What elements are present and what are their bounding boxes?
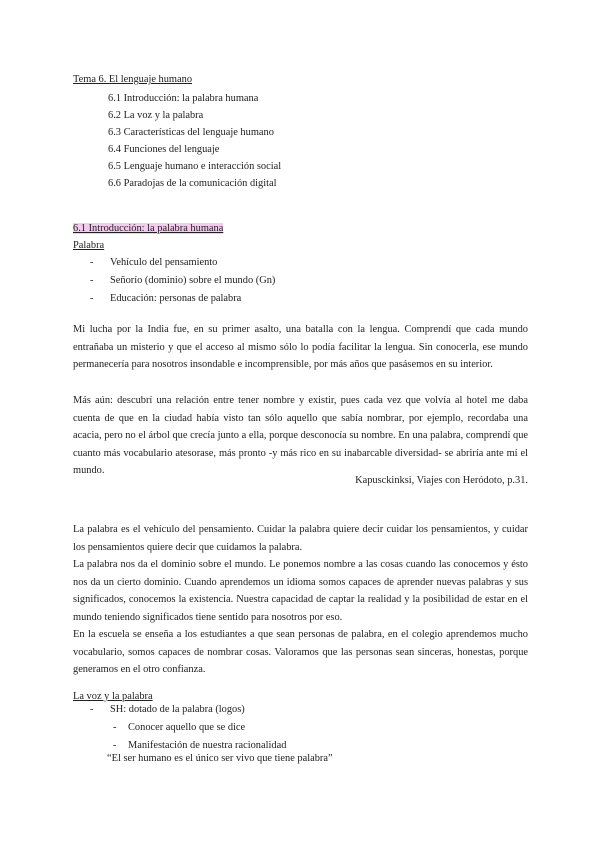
commentary-paragraph-3: En la escuela se enseña a los estudiantes a que sean personas de palabra, en el colegio aprendemos mucho vocabulario, somos capaces de nombrar cosas. Valoramos que las personas sean sinceras, honestas, porque generamos en el otro confianza. (73, 629, 528, 676)
toc-item: 6.5 Lenguaje humano e interacción social (108, 161, 282, 172)
section2-heading: La voz y la palabra (73, 691, 153, 702)
toc-item: 6.1 Introducción: la palabra humana (108, 93, 259, 104)
toc-item: 6.3 Características del lenguaje humano (108, 127, 274, 138)
topic-title: Tema 6. El lenguaje humano (73, 74, 193, 85)
list-item: - Señorío (dominio) sobre el mundo (Gn) (73, 272, 528, 290)
section2-subbullet-list (73, 719, 528, 755)
commentary-paragraph-1: La palabra es el vehículo del pensamiento. Cuidar la palabra quiere decir cuidar los pensamientos, y cuidar los pensamientos quiere decir que cuidamos la palabra. (73, 524, 528, 553)
section1-subheading: Palabra (73, 240, 105, 251)
section2-quote: “El ser humano es el único ser vivo que tiene palabra” (107, 753, 333, 764)
section2-bullet-list (73, 701, 528, 719)
excerpt-citation: Kapusckinksi, Viajes con Heródoto, p.31. (355, 475, 528, 486)
list-item: - Educación: personas de palabra (73, 290, 528, 308)
list-item: - Manifestación de nuestra racionalidad (73, 737, 528, 755)
excerpt-paragraph-1: Mi lucha por la India fue, en su primer asalto, una batalla con la lengua. Comprendí que cada mundo entrañaba un misterio y que el acceso al mismo sólo lo podía facilitar la lengua. Sin conocerla, ese mundo permanecería para nosotros insondable e incomprensible, por más años que pasásemos en su interior. (73, 324, 528, 371)
toc-item: 6.6 Paradojas de la comunicación digital (108, 178, 277, 189)
commentary-paragraph-2: La palabra nos da el dominio sobre el mundo. Le ponemos nombre a las cosas cuando las conocemos y ésto nos da un cierto dominio. Cuando aprendemos un idioma somos capaces de aprender nuevas palabras y sus significados, conocemos la existencia. Nuestra capacidad de captar la realidad y la posibilidad de estar en el mundo teniendo significados tiene sentido para nosotros por eso. (73, 559, 528, 623)
section1-heading: 6.1 Introducción: la palabra humana (73, 223, 224, 234)
excerpt-paragraph-2: Más aún: descubrí una relación entre tener nombre y existir, pues cada vez que volvía al hotel me daba cuenta de que en la ciudad había visto tan sólo aquello que sabía nombrar, por ejemplo, recordaba una acacia, pero no el árbol que crecía junto a ella, porque desconocía su nombre. En una palabra, comprendí que cuanto más vocabulario atesorase, más pronto -y más rico en su inabarcable diversidad- se abriría ante mí el mundo. (73, 395, 528, 477)
toc-item: 6.4 Funciones del lenguaje (108, 144, 220, 155)
table-of-contents (108, 90, 281, 192)
section1-heading-wrap (73, 221, 528, 237)
list-item: - Vehículo del pensamiento (73, 254, 528, 272)
list-item: - SH: dotado de la palabra (logos) (73, 701, 528, 719)
section1-bullet-list (73, 254, 528, 308)
list-item: - Conocer aquello que se dice (73, 719, 528, 737)
toc-item: 6.2 La voz y la palabra (108, 110, 204, 121)
